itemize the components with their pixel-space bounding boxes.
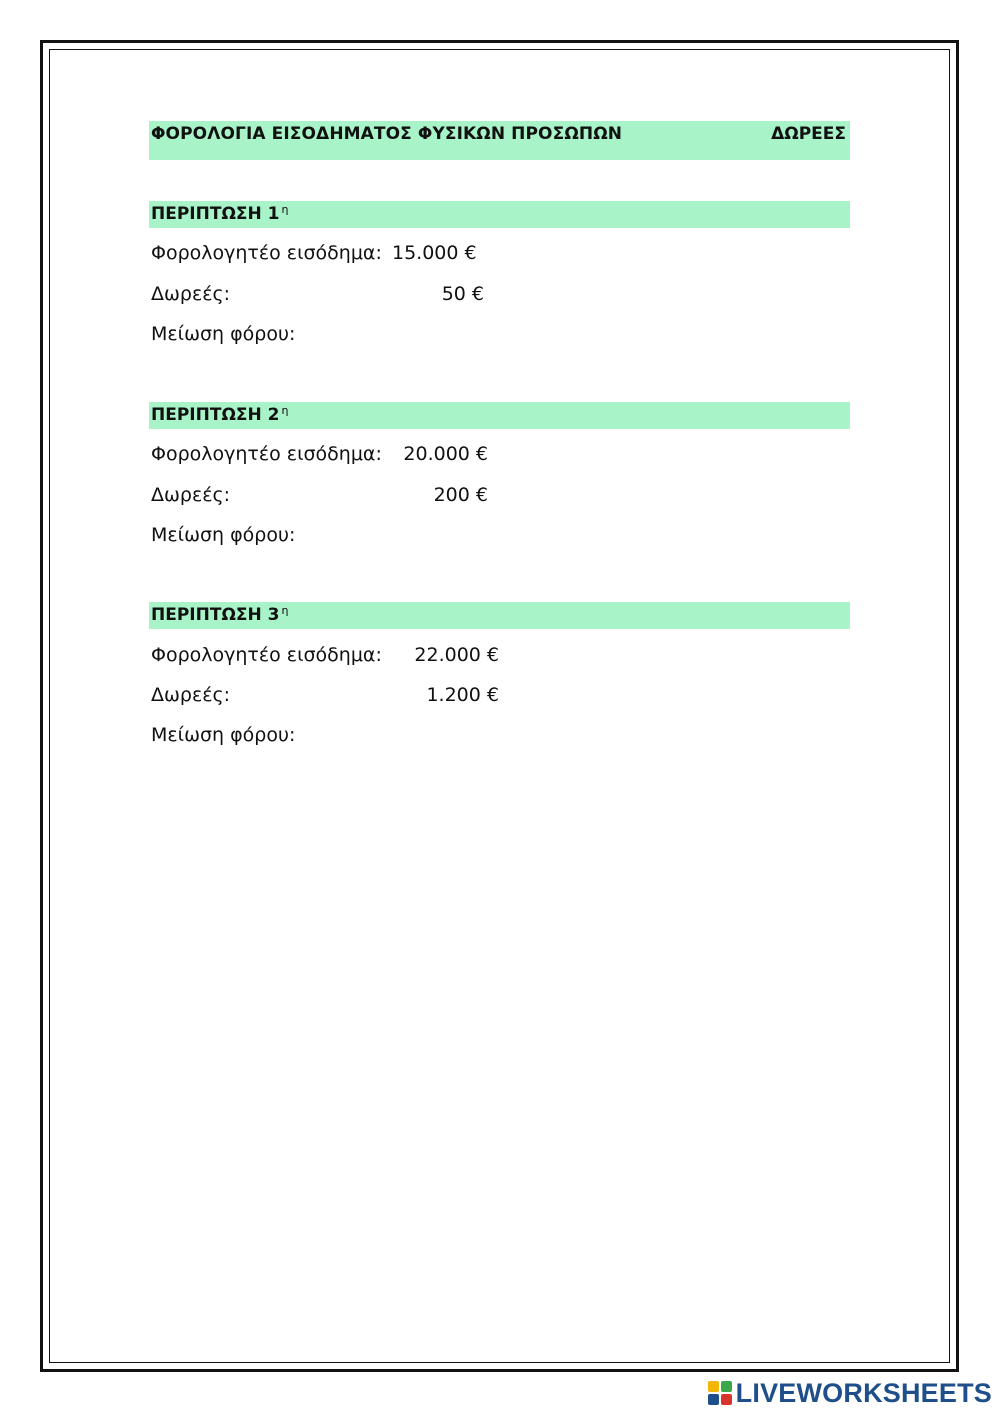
liveworksheets-logo-text: LIVEWORKSHEETS: [735, 1377, 992, 1408]
case-2-header: [149, 402, 850, 429]
case-3-ordinal: η: [281, 604, 289, 617]
case-3-income-value: 22.000 €: [414, 644, 499, 666]
case-3-title: ΠΕΡΙΠΤΩΣΗ 3 $^\eta$: [151, 604, 289, 625]
case-1-ordinal: η: [281, 203, 289, 216]
case-3-income-label: Φορολογητέο εισόδημα:: [151, 644, 382, 666]
case-1-title: ΠΕΡΙΠΤΩΣΗ 1 $^\eta$: [151, 203, 289, 224]
case-1-income-value: 15.000 €: [392, 242, 477, 264]
case-2-ordinal: η: [281, 404, 289, 417]
case-1-donations-value: 50 €: [441, 283, 484, 305]
case-3-header: [149, 602, 850, 629]
case-2-income-label: Φορολογητέο εισόδημα:: [151, 443, 382, 465]
case-3-donations-value: 1.200 €: [426, 684, 499, 706]
case-2-income-value: 20.000 €: [403, 443, 488, 465]
case-3-reduction-label: Μείωση φόρου:: [151, 724, 296, 746]
case-3-donations-label: Δωρεές:: [151, 684, 231, 706]
case-1-donations-label: Δωρεές:: [151, 283, 231, 305]
liveworksheets-mark-icon: [708, 1381, 732, 1405]
document-topic: ΔΩΡΕΕΣ: [771, 124, 846, 144]
case-2-donations-value: 200 €: [433, 484, 488, 506]
liveworksheets-logo: [708, 1377, 992, 1409]
page-border: [40, 40, 959, 1372]
case-1-header: [149, 201, 850, 228]
case-2-title: ΠΕΡΙΠΤΩΣΗ 2 $^\eta$: [151, 404, 289, 425]
header-bar: [149, 121, 850, 160]
case-1-reduction-label: Μείωση φόρου:: [151, 323, 296, 345]
document-title: ΦΟΡΟΛΟΓΙΑ ΕΙΣΟΔΗΜΑΤΟΣ ΦΥΣΙΚΩΝ ΠΡΟΣΩΠΩΝ: [151, 124, 623, 144]
case-2-donations-label: Δωρεές:: [151, 484, 231, 506]
case-1-income-label: Φορολογητέο εισόδημα:: [151, 242, 382, 264]
case-2-reduction-label: Μείωση φόρου:: [151, 524, 296, 546]
